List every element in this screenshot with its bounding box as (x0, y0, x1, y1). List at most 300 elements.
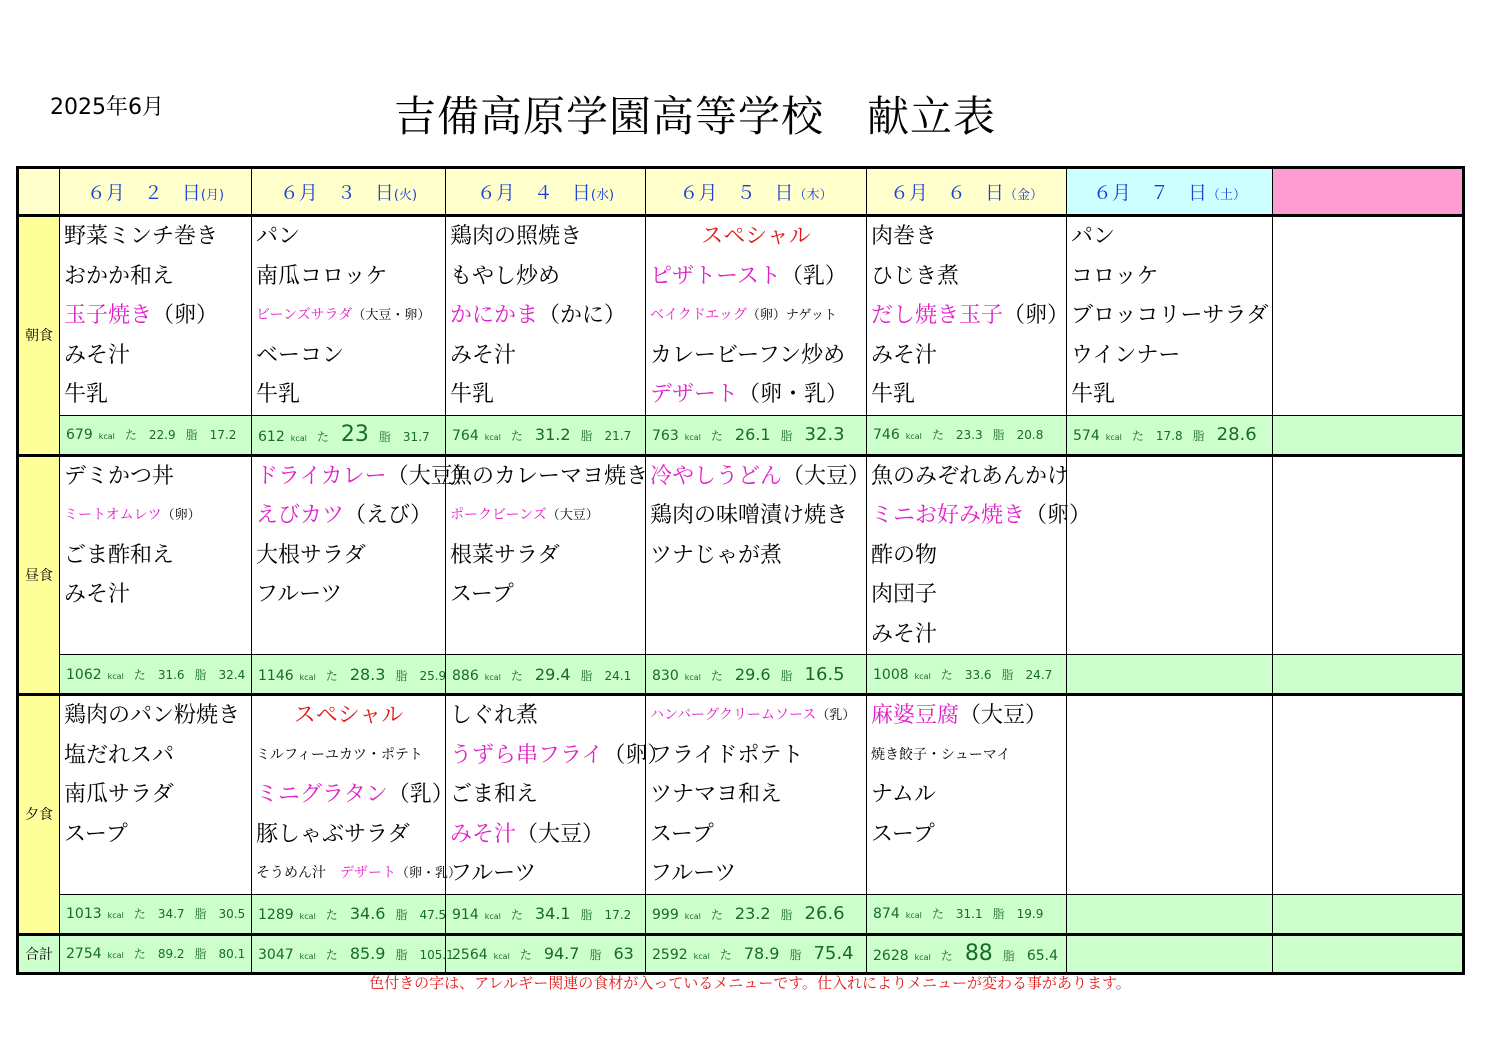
nutrition-values (252, 665, 445, 684)
protein-value: 29.6 (734, 664, 771, 684)
menu-item (867, 775, 1066, 815)
nutrition-cell (1067, 894, 1273, 934)
day-header (646, 168, 867, 216)
kcal-unit: kcal (905, 432, 922, 441)
day-header-weekday: （金） (1004, 188, 1044, 203)
kcal-value: 764 (452, 428, 479, 444)
menu-item (1067, 854, 1272, 894)
protein-label: た (316, 430, 329, 444)
dish-name: ごま酢和え (64, 542, 175, 568)
fat-label: 脂 (194, 907, 207, 921)
menu-item (1067, 815, 1272, 855)
menu-item (446, 696, 645, 736)
nutrition-values (252, 944, 454, 963)
menu-item (60, 536, 251, 576)
menu-item (867, 296, 1070, 336)
dish-name: もやし炒め (450, 263, 561, 289)
fat-label: 脂 (580, 908, 593, 922)
menu-cell (446, 695, 670, 895)
menu-item (1067, 375, 1272, 415)
fat-label: 脂 (395, 948, 408, 962)
nutrition-cell (646, 655, 867, 695)
nutrition-values (646, 903, 866, 924)
total-cell (252, 934, 454, 973)
protein-label: た (133, 667, 146, 682)
protein-value: 34.6 (349, 904, 386, 923)
protein-label: た (710, 908, 723, 922)
nutrition-values (1067, 424, 1272, 445)
dish-name: 大根サラダ (256, 542, 366, 568)
nutrition-values (867, 666, 1066, 683)
day-header-date: ６月 ７ 日 (1092, 182, 1207, 204)
protein-value: 88 (964, 941, 993, 966)
dish-name: フルーツ (650, 861, 737, 886)
dish-name: 野菜ミンチ巻き (64, 224, 219, 249)
menu-cell (446, 455, 649, 655)
allergen-dish-name: ハンバーグクリームソース (650, 707, 817, 723)
protein-label: た (710, 668, 723, 683)
menu-item (60, 575, 251, 615)
menu-item (446, 775, 645, 815)
fat-label: 脂 (589, 948, 602, 962)
nutrition-cell (867, 415, 1067, 455)
nutrition-values (867, 905, 1066, 922)
menu-item (867, 496, 1092, 536)
dish-name: 牛乳 (64, 382, 109, 407)
dish-name: 塩だれスパ (64, 742, 175, 768)
month-label: 2025年6月 (50, 95, 164, 120)
menu-item (446, 457, 649, 497)
total-cell (446, 934, 646, 973)
kcal-value: 874 (873, 906, 900, 922)
kcal-value: 2592 (652, 947, 688, 963)
dish-name: ごま和え (450, 782, 539, 807)
nutrition-values (60, 426, 251, 443)
menu-item (60, 854, 251, 894)
nutrition-cell (446, 894, 646, 934)
protein-value: 89.2 (157, 947, 185, 961)
fat-label: 脂 (1192, 429, 1205, 443)
dish-name: 南瓜サラダ (64, 782, 174, 807)
menu-item (60, 457, 251, 497)
nutrition-cell (252, 655, 446, 695)
menu-item (252, 496, 445, 536)
fat-value: 32.4 (218, 667, 246, 682)
protein-value: 94.7 (543, 944, 580, 963)
nutrition-cell (646, 415, 867, 455)
allergen-note: （かに） (538, 303, 627, 328)
kcal-value: 914 (452, 907, 479, 923)
menu-item (252, 257, 445, 297)
fat-value: 25.9 (419, 668, 447, 683)
dish-name: みそ汁 (871, 342, 938, 368)
day-header (60, 168, 252, 216)
fat-value: 105.1 (419, 948, 454, 962)
allergen-dish-name: デザート (340, 865, 396, 881)
total-label: 合計 (18, 934, 60, 973)
allergen-dish-name: みそ汁 (450, 821, 517, 847)
kcal-value: 574 (1073, 428, 1100, 444)
dish-name: 鶏肉の味噌漬け焼き (650, 503, 849, 528)
kcal-value: 1289 (258, 907, 294, 923)
nutrition-values (646, 664, 866, 685)
menu-item (252, 775, 454, 815)
menu-item (646, 615, 866, 655)
nutrition-values (867, 941, 1066, 966)
protein-value: 31.1 (955, 907, 983, 921)
fat-value: 19.9 (1016, 907, 1044, 921)
kcal-unit: kcal (914, 671, 931, 681)
menu-item (60, 257, 251, 297)
menu-cell (252, 455, 475, 655)
dish-name: おかか和え (64, 263, 175, 289)
protein-value: 23 (340, 422, 369, 447)
dish-name: パン (1071, 224, 1116, 249)
allergen-note: （乳） (816, 708, 856, 723)
kcal-unit: kcal (484, 912, 501, 921)
dish-name: コロッケ (1071, 263, 1159, 289)
kcal-value: 2628 (873, 948, 909, 964)
protein-label: た (710, 429, 723, 443)
fat-value: 21.7 (604, 429, 632, 443)
kcal-value: 2564 (452, 947, 488, 963)
menu-item (867, 815, 1066, 855)
menu-item (252, 457, 475, 497)
dish-name: 肉団子 (871, 582, 938, 607)
protein-value: 17.8 (1155, 429, 1183, 443)
fat-label: 脂 (789, 948, 802, 962)
protein-value: 26.1 (734, 425, 771, 444)
nutrition-cell (60, 415, 252, 455)
dish-name: ツナじゃが煮 (650, 542, 783, 568)
dish-name: ベーコン (256, 342, 345, 368)
fat-label: 脂 (780, 668, 793, 683)
nutrition-cell (446, 415, 646, 455)
protein-value: 34.7 (157, 907, 185, 921)
kcal-value: 1013 (66, 906, 102, 922)
allergen-dish-name: ビーンズサラダ (256, 307, 353, 323)
menu-item (252, 336, 445, 376)
dish-name: 酢の物 (871, 542, 938, 568)
protein-value: 33.6 (964, 667, 992, 682)
nutrition-cell (1067, 655, 1273, 695)
day-header-weekday: (水) (590, 188, 615, 203)
kcal-value: 886 (452, 667, 479, 684)
fat-value: 24.7 (1025, 667, 1053, 682)
menu-item (867, 375, 1066, 415)
dish-name: スープ (450, 582, 514, 607)
dish-name: そうめん汁 (256, 865, 340, 881)
menu-item (867, 336, 1066, 376)
dish-name: 焼き餃子・シューマイ (871, 746, 1011, 763)
protein-label: た (1131, 429, 1144, 443)
menu-item (1067, 536, 1272, 576)
kcal-unit: kcal (107, 951, 124, 960)
dish-name: しぐれ煮 (450, 703, 539, 728)
day-header (252, 168, 446, 216)
menu-cell-extra (1273, 216, 1464, 416)
menu-item (252, 217, 445, 257)
menu-item (867, 615, 1066, 655)
dish-name: 根菜サラダ (450, 542, 560, 568)
menu-item (252, 536, 445, 576)
kcal-value: 2754 (66, 946, 102, 962)
menu-item (1067, 775, 1272, 815)
special-label: スペシャル (701, 224, 811, 249)
fat-label: 脂 (194, 947, 207, 961)
menu-item (646, 457, 871, 497)
nutrition-cell (646, 894, 867, 934)
protein-label: た (510, 429, 523, 443)
kcal-unit: kcal (684, 672, 701, 682)
allergen-dish-name: ベイクドエッグ (650, 307, 747, 323)
special-label: スペシャル (293, 703, 404, 728)
dish-name: パン (256, 224, 301, 249)
dish-name: 鶏肉の照焼き (450, 224, 583, 249)
protein-label: た (931, 907, 944, 921)
day-header-date: ６月 ４ 日 (476, 182, 591, 204)
menu-item (646, 496, 866, 536)
menu-cell (867, 455, 1092, 655)
allergen-dish-name: うずら串フライ (450, 742, 604, 768)
menu-item (60, 615, 251, 655)
menu-item (60, 736, 251, 776)
allergen-dish-name: ミートオムレツ (64, 507, 162, 523)
allergen-dish-name: 玉子焼き (64, 303, 153, 328)
fat-value: 30.5 (218, 907, 246, 921)
allergen-note: （大豆） (386, 463, 475, 489)
day-header (867, 168, 1067, 216)
kcal-value: 830 (652, 667, 679, 684)
menu-item (446, 375, 645, 415)
nutrition-values (60, 945, 251, 962)
menu-cell (252, 695, 462, 895)
allergen-dish-name: 麻婆豆腐 (871, 703, 960, 728)
dish-name: ブロッコリーサラダ (1071, 303, 1269, 328)
kcal-unit: kcal (299, 952, 316, 961)
menu-item (252, 696, 445, 736)
allergen-dish-name: ドライカレー (256, 463, 387, 489)
allergen-dish-name: ミニグラタン (256, 782, 388, 807)
nutrition-values (446, 944, 645, 963)
menu-item (646, 217, 866, 257)
dish-name: スープ (64, 821, 128, 847)
dish-name: 牛乳 (1071, 382, 1116, 407)
nutrition-cell (446, 655, 646, 695)
protein-label: た (940, 949, 953, 963)
nutrition-cell-extra (1273, 655, 1464, 695)
total-cell (1067, 934, 1273, 973)
allergen-dish-name: ミニお好み焼き (871, 503, 1026, 528)
nutrition-values (252, 904, 445, 923)
protein-value: 34.1 (534, 904, 571, 923)
dish-name: ミルフィーユカツ・ポテト (256, 746, 423, 763)
kcal-unit: kcal (1105, 433, 1122, 442)
allergen-footnote: 色付きの字は、アレルギー関連の食材が入っているメニューです。仕入れによりメニューが変わる事があります。 (369, 974, 1131, 992)
allergen-note: （乳） (387, 782, 454, 807)
protein-value: 28.3 (349, 664, 386, 684)
allergen-note: （卵） (152, 303, 219, 328)
menu-item (60, 336, 251, 376)
nutrition-values (252, 422, 445, 447)
day-header-weekday: (月) (200, 188, 225, 203)
meal-label: 朝食 (18, 216, 60, 456)
nutrition-values (446, 665, 645, 684)
menu-item (867, 257, 1066, 297)
fat-label: 脂 (780, 908, 793, 922)
allergen-dish-name: ピザトースト (650, 263, 781, 289)
allergen-note: （卵） (1003, 303, 1070, 328)
fat-value: 80.1 (218, 947, 246, 961)
menu-cell-extra (1273, 695, 1464, 895)
menu-item (867, 854, 1066, 894)
menu-table (16, 166, 1465, 975)
dish-name: 魚のカレーマヨ焼き (450, 463, 649, 489)
allergen-note: （卵）ナゲット (746, 308, 837, 323)
dish-name: カレービーフン炒め (650, 342, 846, 368)
fat-label: 脂 (992, 907, 1005, 921)
fat-value: 17.2 (209, 428, 237, 442)
menu-item (867, 536, 1066, 576)
kcal-unit: kcal (98, 432, 115, 441)
menu-cell (252, 216, 446, 416)
fat-label: 脂 (580, 668, 593, 683)
kcal-unit: kcal (905, 911, 922, 920)
menu-item (1067, 336, 1272, 376)
kcal-unit: kcal (484, 672, 501, 682)
menu-item (1067, 257, 1272, 297)
protein-value: 31.6 (157, 667, 185, 682)
menu-item (60, 815, 251, 855)
dish-name: みそ汁 (64, 342, 131, 368)
menu-cell-extra (1273, 455, 1464, 655)
menu-item (1067, 696, 1272, 736)
fat-value: 17.2 (604, 908, 632, 922)
nutrition-values (446, 425, 645, 444)
allergen-dish-name: デザート (650, 382, 739, 407)
protein-label: た (133, 907, 146, 921)
protein-label: た (325, 908, 338, 922)
kcal-unit: kcal (107, 911, 124, 920)
nutrition-cell (60, 894, 252, 934)
menu-item (446, 296, 645, 336)
menu-item (446, 736, 670, 776)
menu-cell (646, 695, 867, 895)
fat-value: 75.4 (813, 943, 854, 964)
menu-item (646, 696, 866, 736)
kcal-value: 1146 (258, 667, 294, 684)
kcal-unit: kcal (299, 672, 316, 682)
nutrition-cell (60, 655, 252, 695)
menu-item (646, 736, 866, 776)
dish-name: 豚しゃぶサラダ (256, 821, 410, 847)
day-header-weekday: (火) (393, 188, 418, 203)
kcal-unit: kcal (684, 912, 701, 921)
menu-item (252, 736, 445, 776)
menu-item (646, 336, 866, 376)
menu-item (252, 854, 462, 894)
menu-item (446, 496, 645, 536)
menu-item (646, 257, 866, 297)
menu-cell (60, 695, 252, 895)
allergen-dish-name: ポークビーンズ (450, 507, 547, 523)
protein-value: 29.4 (534, 664, 571, 684)
dish-name: 牛乳 (256, 382, 301, 407)
menu-item (1067, 296, 1272, 336)
kcal-value: 1062 (66, 666, 102, 683)
menu-item (60, 775, 251, 815)
total-cell (867, 934, 1067, 973)
dish-name: スープ (650, 821, 714, 847)
protein-value: 22.9 (148, 428, 176, 442)
day-header-weekday: （土） (1207, 188, 1247, 203)
menu-item (252, 375, 445, 415)
menu-item (252, 296, 445, 336)
kcal-unit: kcal (493, 952, 510, 961)
header-extra-cell (1273, 168, 1464, 216)
menu-item (252, 575, 445, 615)
dish-name: みそ汁 (871, 621, 938, 647)
menu-item (446, 575, 645, 615)
menu-cell (1067, 455, 1273, 655)
menu-item (1067, 457, 1272, 497)
kcal-unit: kcal (684, 433, 701, 442)
protein-value: 85.9 (349, 944, 386, 963)
nutrition-cell-extra (1273, 894, 1464, 934)
day-header-weekday: （木） (793, 188, 833, 203)
menu-cell (1067, 216, 1273, 416)
allergen-note: （卵・乳） (396, 866, 462, 881)
day-header-date: ６月 ２ 日 (86, 182, 201, 204)
dish-name: ウインナー (1071, 342, 1181, 368)
protein-label: た (510, 908, 523, 922)
protein-value: 23.3 (955, 428, 983, 442)
menu-cell (446, 216, 646, 416)
kcal-value: 1008 (873, 666, 909, 683)
fat-value: 47.5 (419, 908, 447, 922)
allergen-note: （えび） (344, 503, 433, 528)
menu-cell (646, 216, 867, 416)
menu-item (446, 615, 645, 655)
fat-value: 32.3 (804, 424, 845, 445)
nutrition-cell (252, 415, 446, 455)
menu-item (60, 496, 251, 536)
allergen-note: （乳） (780, 263, 847, 289)
menu-cell (867, 216, 1070, 416)
nutrition-values (60, 905, 251, 922)
menu-item (446, 336, 645, 376)
nutrition-cell-extra (1273, 415, 1464, 455)
protein-value: 23.2 (734, 904, 771, 923)
day-header-date: ６月 ５ 日 (679, 182, 794, 204)
protein-label: た (325, 948, 338, 962)
menu-item (446, 257, 645, 297)
dish-name: 南瓜コロッケ (256, 263, 388, 289)
menu-item (646, 296, 866, 336)
kcal-value: 3047 (258, 947, 294, 963)
dish-name: ナムル (871, 782, 936, 807)
fat-label: 脂 (992, 428, 1005, 442)
protein-label: た (719, 948, 732, 962)
day-header-date: ６月 ３ 日 (279, 182, 394, 204)
menu-item (60, 296, 251, 336)
kcal-unit: kcal (290, 434, 307, 443)
nutrition-values (60, 666, 251, 683)
fat-label: 脂 (1001, 667, 1014, 682)
total-cell (646, 934, 867, 973)
protein-label: た (510, 668, 523, 683)
kcal-unit: kcal (693, 952, 710, 961)
